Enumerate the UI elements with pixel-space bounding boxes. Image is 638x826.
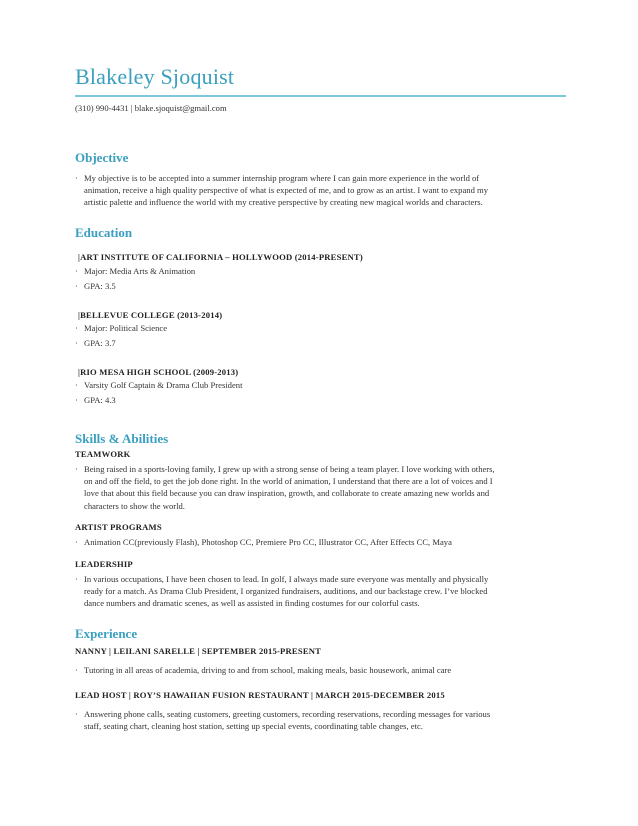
job-heading: NANNY | LEILANI SARELLE | SEPTEMBER 2015-PRESENT: [75, 646, 322, 656]
objective-bullet: [75, 172, 575, 209]
objective-line: animation, receive a high quality perspective of what is expected of me, and to grow as an artist. I want to expand my: [84, 185, 489, 196]
candidate-name: Blakeley Sjoquist: [75, 64, 235, 89]
education-section: [75, 225, 575, 415]
school-bullet: · Varsity Golf Captain & Drama Club President: [75, 380, 243, 390]
bullet-symbol: ·: [75, 173, 78, 183]
job-heading: LEAD HOST | ROY’S HAWAIIAN FUSION RESTAURANT | MARCH 2015-DECEMBER 2015: [75, 690, 445, 700]
header-rule: [75, 95, 566, 97]
objective-line: My objective is to be accepted into a summer internship program where I can gain more experience in the world of: [84, 173, 480, 183]
skill-heading: ARTIST PROGRAMS: [75, 522, 162, 532]
school-bullet: · Major: Political Science: [75, 323, 168, 333]
objective-line: artistic palette and influence the world with my creative perspective by creating new magical worlds and characters.: [84, 197, 483, 208]
school-name: |BELLEVUE COLLEGE (2013-2014): [78, 310, 223, 320]
school-name: |RIO MESA HIGH SCHOOL (2009-2013): [78, 367, 239, 377]
experience-section: [75, 626, 575, 766]
contact-info: (310) 990-4431 | blake.sjoquist@gmail.com: [75, 103, 227, 113]
skill-bullet: · In various occupations, I have been chosen to lead. In golf, I always made sure everyone was mentally and physically ready for a match. As Drama Club President, I organized fundraisers, auditions, and our backstage crew. I’ve blocked dance numbers and dramatic scenes, as well as assisted in finding costumes for our colorful casts.: [75, 574, 489, 609]
objective-section: [75, 150, 575, 209]
job-bullet: · Answering phone calls, seating customers, greeting customers, recording reservations, recording messages for various staff, seating chart, cleaning host station, setting up special events, coordinating table changes, etc.: [75, 709, 491, 732]
job-bullet: · Tutoring in all areas of academia, driving to and from school, making meals, basic housework, animal care: [75, 665, 452, 675]
skills-title: Skills & Abilities: [75, 431, 169, 446]
school-bullet: · GPA: 3.7: [75, 338, 116, 348]
school-name: |ART INSTITUTE OF CALIFORNIA – HOLLYWOOD (2014-PRESENT): [78, 252, 363, 262]
objective-title: Objective: [75, 150, 129, 165]
skills-section: [75, 431, 575, 611]
school-bullet: · Major: Media Arts & Animation: [75, 266, 196, 276]
school-bullet: · GPA: 4.3: [75, 395, 116, 405]
skill-bullet: · Animation CC(previously Flash), Photoshop CC, Premiere Pro CC, Illustrator CC, After Effects CC, Maya: [75, 537, 452, 547]
experience-title: Experience: [75, 626, 138, 641]
school-bullet: · GPA: 3.5: [75, 281, 116, 291]
skill-heading: TEAMWORK: [75, 449, 131, 459]
skill-heading: LEADERSHIP: [75, 559, 133, 569]
education-title: Education: [75, 225, 133, 240]
skill-bullet: · Being raised in a sports-loving family, I grew up with a strong sense of being a team player. I love working with others, on and off the field, to get the job done right. In the world of animation, I understand that there are a lot of voices and I love that about this field because you can draw inspiration, growth, and collaborate to create amazing new worlds and characters to show the world.: [75, 464, 495, 511]
